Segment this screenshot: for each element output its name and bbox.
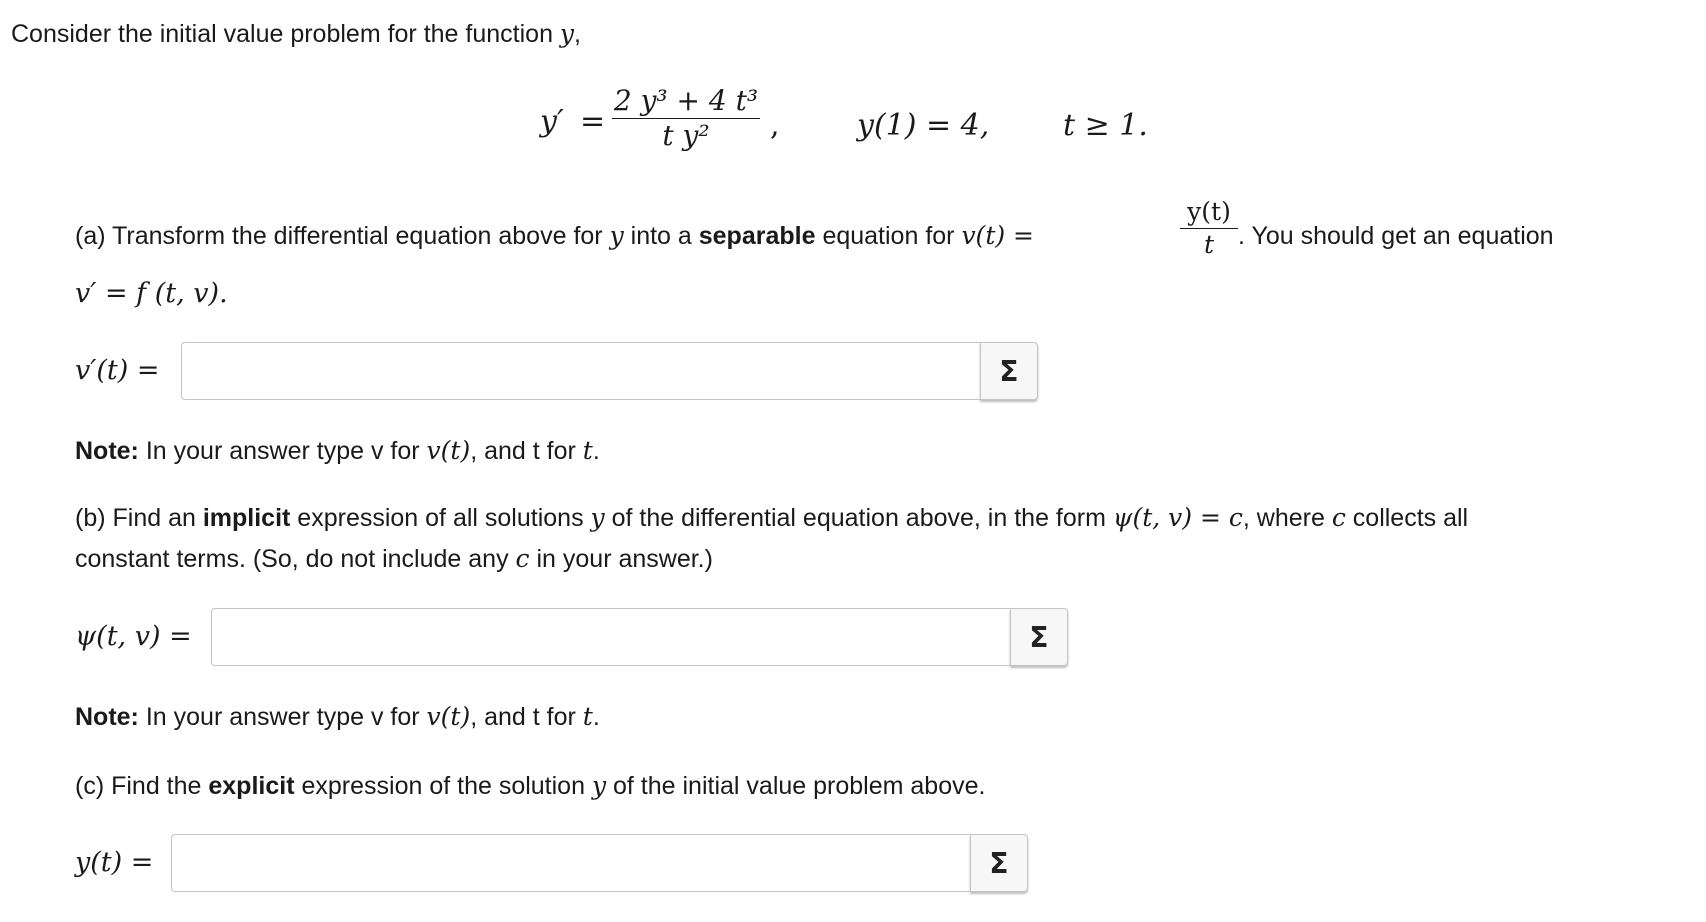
part-b-question	[75, 502, 1468, 534]
part-b-tail: collects all	[1345, 504, 1469, 532]
equation-equals: =	[580, 104, 606, 139]
answer-c-label: y(t) =	[75, 847, 154, 878]
part-b-mid1: expression of all solutions	[290, 504, 591, 532]
intro-tail: ,	[574, 20, 581, 48]
equation-numerator: 2 y³ + 4 t³	[613, 84, 759, 117]
part-a-line2: v′ = f (t, v).	[75, 278, 228, 309]
answer-b-label: ψ(t, v) =	[75, 621, 192, 652]
note-b-mid: , and t for	[470, 703, 583, 731]
part-b-line2-tail: in your answer.)	[529, 545, 713, 573]
part-a-mid: into a	[623, 222, 699, 250]
part-c-var-y: y	[591, 771, 607, 800]
part-b-line2-c: c	[515, 544, 530, 573]
part-c-mid: expression of the solution	[294, 772, 592, 800]
domain-condition: t ≥ 1.	[1063, 108, 1148, 143]
note-b	[75, 701, 600, 733]
note-b-vt: v(t)	[426, 702, 471, 731]
note-a-mid: , and t for	[470, 437, 583, 465]
answer-a-input[interactable]	[181, 342, 980, 400]
equation-denominator: t y²	[662, 119, 710, 152]
note-a-tail: .	[592, 437, 600, 465]
intro-var: y	[559, 19, 575, 48]
part-a-frac-num: y(t)	[1187, 197, 1231, 226]
equation-lhs: y′	[540, 104, 564, 139]
note-a-bold: Note:	[75, 437, 139, 465]
part-b-mid2: of the differential equation above, in the form	[604, 504, 1113, 532]
part-a-frac-den: t	[1203, 230, 1215, 259]
part-a-post: equation for	[815, 222, 962, 250]
part-b-psi-eq: ψ(t, v) = c	[1112, 503, 1243, 532]
answer-b-group	[211, 608, 1068, 666]
part-a-v-def: v(t) =	[961, 221, 1035, 250]
note-a	[75, 435, 600, 467]
answer-a-label: v′(t) =	[75, 355, 160, 386]
intro-sentence: Consider the initial value problem for the function	[11, 20, 560, 48]
note-b-t: t	[582, 702, 593, 731]
note-a-vt: v(t)	[426, 436, 471, 465]
part-c-bold: explicit	[208, 772, 295, 800]
note-b-tail: .	[592, 703, 600, 731]
part-b-var-y: y	[590, 503, 605, 532]
note-a-t: t	[582, 436, 593, 465]
part-c-question	[75, 770, 985, 802]
part-b-line2-pre: constant terms. (So, do not include any	[75, 545, 516, 573]
part-a-question	[75, 220, 1034, 252]
part-a-tail: . You should get an equation	[1238, 222, 1554, 250]
part-a-bold: separable	[698, 222, 816, 250]
part-b-bold: implicit	[202, 504, 291, 532]
part-b-pre: (b) Find an	[75, 504, 203, 532]
part-b-c: c	[1331, 503, 1346, 532]
answer-a-group	[181, 342, 1038, 400]
part-c-pre: (c) Find the	[75, 772, 209, 800]
part-c-tail: of the initial value problem above.	[606, 772, 986, 800]
part-a-pre: (a) Transform the differential equation above for	[75, 222, 610, 250]
note-b-pre: In your answer type v for	[138, 703, 427, 731]
answer-b-input[interactable]	[211, 608, 1010, 666]
note-b-bold: Note:	[75, 703, 139, 731]
intro-text	[11, 18, 581, 50]
part-a-fraction	[1180, 196, 1238, 261]
answer-c-input[interactable]	[171, 834, 970, 892]
equation-fraction	[612, 84, 760, 153]
note-a-pre: In your answer type v for	[138, 437, 427, 465]
initial-condition: y(1) = 4,	[857, 108, 990, 143]
equation-comma: ,	[770, 108, 780, 143]
answer-b-sigma-button[interactable]: Σ	[1010, 608, 1068, 666]
answer-a-sigma-button[interactable]: Σ	[980, 342, 1038, 400]
part-b-line2	[75, 543, 713, 575]
answer-c-group	[171, 834, 1028, 892]
part-a-var-y: y	[609, 221, 624, 250]
part-b-mid3: , where	[1242, 504, 1332, 532]
answer-c-sigma-button[interactable]: Σ	[970, 834, 1028, 892]
